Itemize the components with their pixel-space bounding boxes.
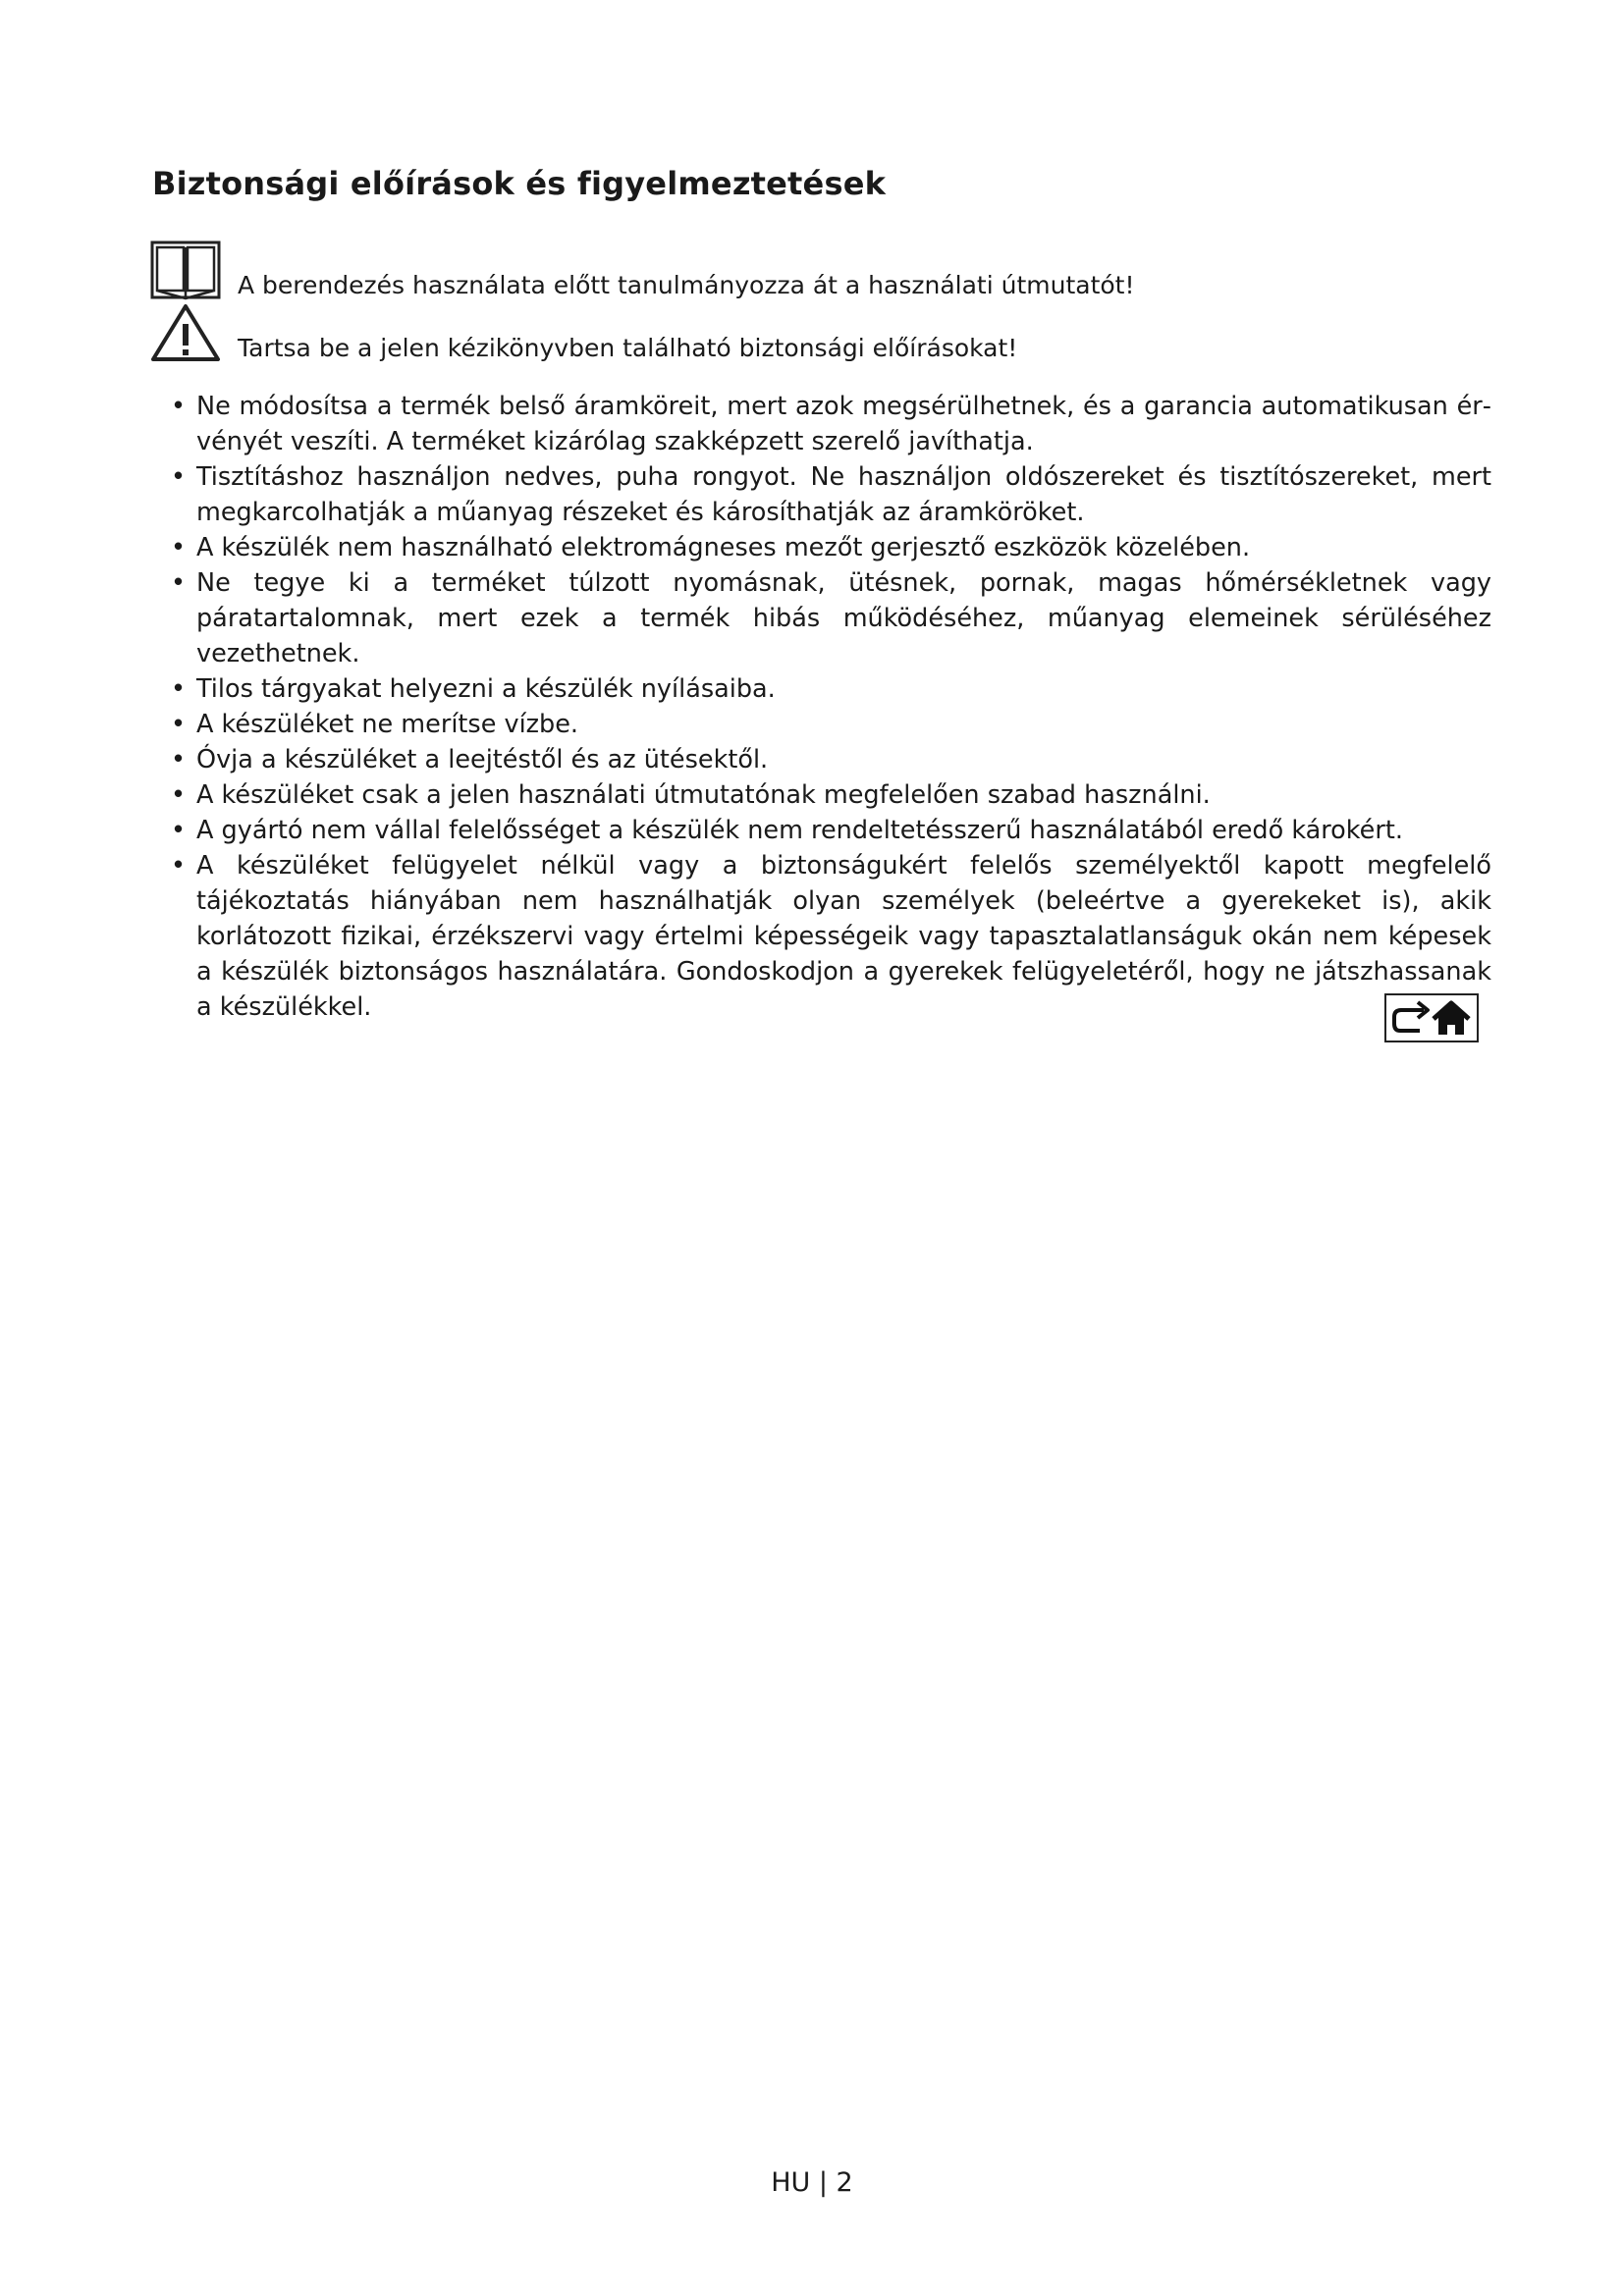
list-item: • Tisztításhoz használjon nedves, puha rongyot. Ne használjon oldószereket és tisztítószereket, mert megkarcolhatják a műanyag részeket és károsíthatják az áramköröket. [171,459,1491,530]
list-item: • A készüléket ne merítse vízbe. [171,707,1491,742]
page-number: HU | 2 [771,2167,853,2198]
list-item: • Tilos tárgyakat helyezni a készülék nyílásaiba. [171,671,1491,707]
notice-read-manual [149,240,1135,302]
list-item: • Ne módosítsa a termék belső áramköreit, mert azok megsérülhetnek, és a garancia automatikusan érvényét veszíti. A terméket kizárólag szakképzett szerelő javíthatja. [171,389,1491,459]
list-item: • A készülék nem használható elektromágneses mezőt gerjesztő eszközök közelében. [171,530,1491,565]
notice-text: Tartsa be a jelen kézikönyvben található biztonsági előírásokat! [238,334,1018,362]
list-item: • Ne tegye ki a terméket túlzott nyomásnak, ütésnek, pornak, magas hőmérsékletnek vagy páratartalomnak, mert ezek a termék hibás működéséhez, műanyag elemeinek sérüléséhez vezethetnek. [171,565,1491,671]
return-home-button[interactable] [1384,993,1479,1042]
notice-text: A berendezés használata előtt tanulmányozza át a használati útmutatót! [238,271,1135,299]
list-item: • Óvja a készüléket a leejtéstől és az ütésektől. [171,742,1491,777]
safety-list [171,389,1491,1025]
notice-safety-rules [149,302,1017,365]
return-home-icon [1390,997,1473,1039]
page-title: Biztonsági előírások és figyelmeztetések [152,165,887,202]
list-item: • A gyártó nem vállal felelősséget a készülék nem rendeltetésszerű használatából eredő károkért. [171,813,1491,848]
list-item: • A készüléket felügyelet nélkül vagy a biztonságukért felelős személyektől kapott megfelelő tájékoztatás hiányában nem használhatják olyan személyek (beleértve a gyerekeket is), akik korlátozott fizikai, érzékszervi vagy értelmi képességeik vagy tapasztalatlanságuk okán nem képesek a készülék biztonságos használatára. Gondoskodjon a gyerekek felügyeletéről, hogy ne játszhassanak a készülékkel. [171,848,1491,1025]
warning-icon [149,302,222,365]
book-icon [149,240,222,302]
list-item: • A készüléket csak a jelen használati útmutatónak megfelelően szabad használni. [171,777,1491,813]
